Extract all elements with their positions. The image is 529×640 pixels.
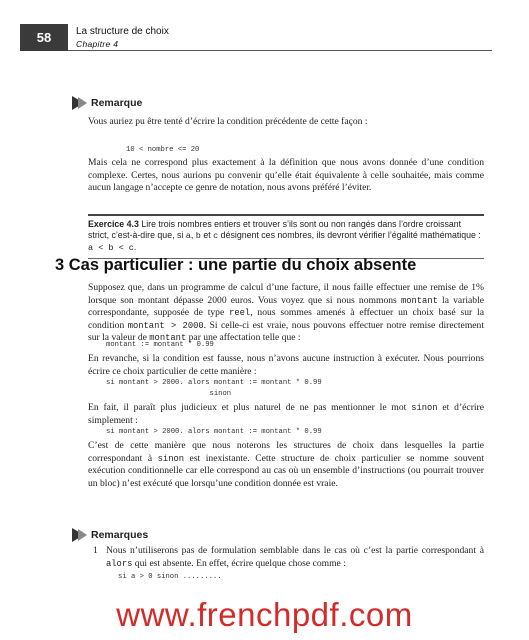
p1-text-b: la variable correspondante, supposée de type <box>88 294 484 318</box>
play-triangle-shadow-icon <box>78 529 87 541</box>
exercise-text-b: et <box>200 230 214 240</box>
p1-code-condition: montant > 2000 <box>127 320 204 331</box>
exercise-var-b: b <box>195 231 201 241</box>
exercise-text-d: . <box>133 242 137 252</box>
remark-intro: Vous auriez pu être tenté d’écrire la condition précédente de cette façon : <box>88 116 368 127</box>
p4-code-sinon: sinon <box>157 453 185 464</box>
p3-text-b: et d’écrire simplement : <box>88 402 485 426</box>
section-paragraph-1 <box>88 282 484 345</box>
p4-text-a: C’est de cette manière que nous noterons les structures de choix dans lesquelles la partie correspondant à <box>88 440 484 464</box>
exercise-label: Exercice 4.3 <box>88 219 139 229</box>
running-chapter: Chapitre 4 <box>76 39 119 49</box>
p1-code-montant-2: montant <box>149 333 187 343</box>
p1-code-montant: montant <box>400 295 438 306</box>
remark-heading-label: Remarque <box>91 97 143 109</box>
exercise-text-a: Lire trois nombres entiers et trouver s’ils sont ou non rangés dans l’ordre croissant strict, c’est-à-dire que, si <box>88 219 462 240</box>
section-heading: 3 Cas particulier : une partie du choix absente <box>55 256 417 274</box>
exercise-var-a: a <box>185 231 191 241</box>
remark-heading <box>72 96 142 110</box>
play-triangle-shadow-icon <box>78 97 87 109</box>
p1-text-c: , nous sommes amenés à effectuer un choix basé sur la condition <box>88 307 484 331</box>
running-title: La structure de choix <box>76 26 169 37</box>
exercise-separator: , <box>190 230 196 240</box>
p1-code-reel: reel <box>229 308 251 318</box>
item-text-b: qui est absente. En effet, écrire quelque chose comme : <box>132 557 346 569</box>
remark-item-text <box>106 545 484 570</box>
exercise-var-c: c <box>213 231 219 241</box>
p1-text-d: . Si celle-ci est vraie, nous pouvons effectuer notre remise directement sur la valeur de <box>88 319 485 343</box>
header-rule <box>68 50 492 51</box>
remarks-heading <box>72 528 148 542</box>
item-code-alors: alors <box>106 558 133 569</box>
section-paragraph-3 <box>88 402 484 427</box>
exercise-formula: a < b < c <box>88 243 134 253</box>
remark-item-number: 1 <box>93 545 98 556</box>
item-text-a: Nous n’utiliserons pas de formulation semblable dans le cas où c’est la partie correspondant à <box>106 545 484 556</box>
p3-text-a: En fait, il paraît plus judicieux et plus naturel de ne pas mentionner le mot <box>88 402 412 413</box>
remark-paragraph: Mais cela ne correspond plus exactement à la définition que nous avons donnée d’une condition complexe. Certes, nous aurions pu convenir qu’elle était équivalente à celle souhaitée, mais comme aucun langage n’accepte ce genre de notation, nous avons préféré l’éviter. <box>88 157 484 193</box>
code-affectation: montant := montant * 0.99 <box>106 341 214 349</box>
remarks-heading-label: Remarques <box>91 529 149 541</box>
exercise-box <box>88 214 484 259</box>
remark-code: 10 < nombre <= 20 <box>126 146 200 154</box>
exercise-text-c: désignent ces nombres, ils devront vérifier l’égalité mathématique : <box>218 230 481 240</box>
watermark-text: www.frenchpdf.com <box>116 596 413 633</box>
remark-item-code: si a > 0 sinon ......... <box>118 573 222 581</box>
section-paragraph-4 <box>88 440 484 490</box>
code-si-sinon: si montant > 2000. alors montant := montant * 0.99 sinon <box>106 379 322 398</box>
code-si-alors: si montant > 2000. alors montant := montant * 0.99 <box>106 428 322 436</box>
p4-text-b: est inexistante. Cette structure de choix particulier se nomme souvent exécution conditionnelle car elle correspond au cas où un ensemble d’instructions (ou pourrait trouver un bloc) n’est exécuté que lorsqu’une condition donnée est vraie. <box>88 452 485 489</box>
p3-code-sinon: sinon <box>411 403 438 413</box>
p1-text-e: par une affectation telle que : <box>186 332 301 343</box>
page-number: 58 <box>20 24 68 51</box>
p1-text-a: Supposez que, dans un programme de calcul d’une facture, il nous faille effectuer une remise de 1% lorsque son montant dépasse 2000 euros. Vous voyez que si nous nommons <box>88 282 484 306</box>
section-paragraph-2: En revanche, si la condition est fausse, nous n’avons aucune instruction à exécuter. Nous pourrions écrire ce choix particulier de cette manière : <box>88 353 484 377</box>
